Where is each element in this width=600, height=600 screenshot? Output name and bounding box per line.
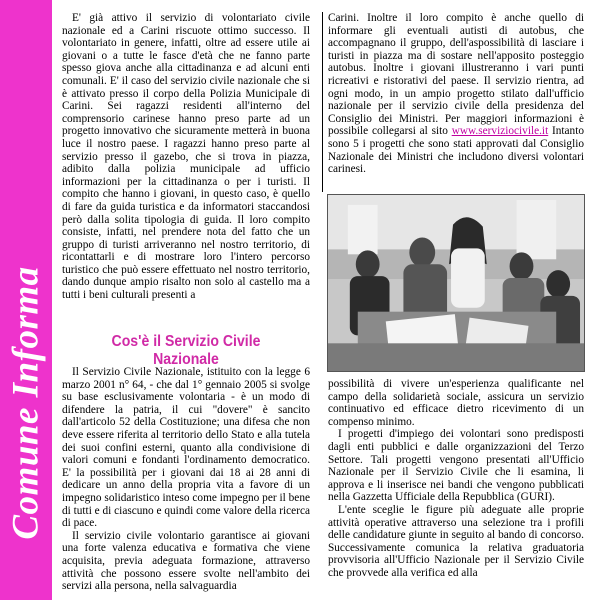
article-paragraph: L'ente sceglie le figure più adeguate alle proprie attività operative attraverso una selezione tra i profili delle candidature giunte in seguito al bando di concorso. Successivamente comunica la relativa graduatoria provvisoria all'Ufficio Nazionale per il Servizio Civile che provvede alla verifica ed alla bbox=[328, 503, 584, 579]
sidebar-title-area bbox=[0, 205, 52, 600]
article-paragraph: I progetti d'impiego dei volontari sono predisposti dagli enti pubblici e dalle organizzazioni del Terzo Settore. Tali progetti vengono presentati all'Ufficio Nazionale per il Servizio Civile che li esamina, li approva e li inserisce nei bandi che vengono pubblicati nella Gazzetta Ufficiale della Repubblica (GURI). bbox=[328, 428, 584, 504]
article-paragraph: E' già attivo il servizio di volontariato civile nazionale ed a Carini riscuote ottimo successo. Il volontariato in genere, infatti, oltre ad essere utile ai giovani o a tutte le fasce d'età che ne fanno parte spesso giova anche alla cittadinanza e ad alcuni enti comunali. E' il caso del servizio civile nazionale che si è attivato presso il corpo della Polizia Municipale di Carini. Sei ragazzi residenti all'interno del comprensorio carinese hanno preso parte ad un progetto innovativo che sicuramente metterà in buona luce il nostro paese. I ragazzi hanno preso parte al servizio presso il gazebo, che si trova in piazza, adibito dalla polizia municipale ad ufficio informazioni per la cittadinanza o per i turisti. Il compito che hanno i giovani, in questo caso, è quello di fare da guida turistica e da informatori staccandosi però dalla solita tipologia di guida. Il loro compito consiste, infatti, nel prendere nota del fatto che un gruppo di turisti arriveranno nel nostro territorio, di ricontattarli e di mostrare loro l'intero percorso turistico che può essere effettuato nel nostro territorio, dando dunque ampio risalto non solo al castello ma a tutti i beni culturali presenti a bbox=[62, 12, 310, 302]
article-paragraph: Il Servizio Civile Nazionale, istituito con la legge 6 marzo 2001 n° 64, - che dal 1° gennaio 2005 si svolge su base esclusivamente volontaria - è un modo di difendere la patria, il cui "dovere" è sancito dall'articolo 52 della Costituzione; una difesa che non deve essere riferita al territorio dello Stato e alla tutela dei suoi confini esterni, quanto alla condivisione di valori comuni e fondanti l'ordinamento democratico. E' la possibilità per i giovani dai 18 ai 28 anni di dedicare un anno della propria vita a favore di un impegno solidaristico inteso come impegno per il bene di tutti e di ciascuno e quindi come valore della ricerca di pace. bbox=[62, 366, 310, 530]
paragraph-text: Intanto sono 5 i progetti che sono stati approvati dal Consiglio Nazionale dei Ministri che includono diversi volontari carinesi. bbox=[328, 125, 584, 176]
column-divider bbox=[322, 12, 323, 192]
article-column-right-bottom bbox=[328, 378, 584, 600]
article-paragraph: Il servizio civile volontario garantisce ai giovani una forte valenza educativa e formativa che viene acquisita, previa adeguata formazione, attraverso attività che possono essere svolte nell'ambito dei servizi alla persona, nella salvaguardia bbox=[62, 529, 310, 593]
section-heading: Cos'è il Servizio Civile Nazionale bbox=[111, 333, 261, 368]
website-link[interactable]: www.serviziocivile.it bbox=[451, 125, 549, 138]
article-column-left-top bbox=[62, 12, 310, 328]
paragraph-text: Carini. Inoltre il loro compito è anche quello di informare gli eventuali autisti di autobus, che accompagnano il gruppo, dell'aspossibilità di lasciare i turisti in piazza ma di sostare nell'apposito posteggio autobus. Inoltre i giovani illustreranno i vari punti ricreativi e ristorativi del paese. Il servizio rientra, ad ogni modo, in un ampio progetto stilato dall'ufficio nazionale per il servizio civile della presidenza del Consiglio dei Ministri. Per maggiori informazioni è possibile collegarsi al sito bbox=[328, 12, 584, 138]
photo-illustration bbox=[328, 195, 584, 371]
volunteers-photo bbox=[327, 194, 585, 372]
sidebar bbox=[0, 0, 52, 600]
article-paragraph-continued bbox=[328, 12, 584, 176]
sidebar-title: Comune Informa bbox=[5, 266, 47, 540]
article-column-left-bottom bbox=[62, 366, 310, 600]
article-paragraph: possibilità di vivere un'esperienza qualificante nel campo della solidarietà sociale, assicura un servizio continuativo ed efficace dietro ricevimento di un compenso minimo. bbox=[328, 378, 584, 428]
article-column-right-top bbox=[328, 12, 584, 182]
